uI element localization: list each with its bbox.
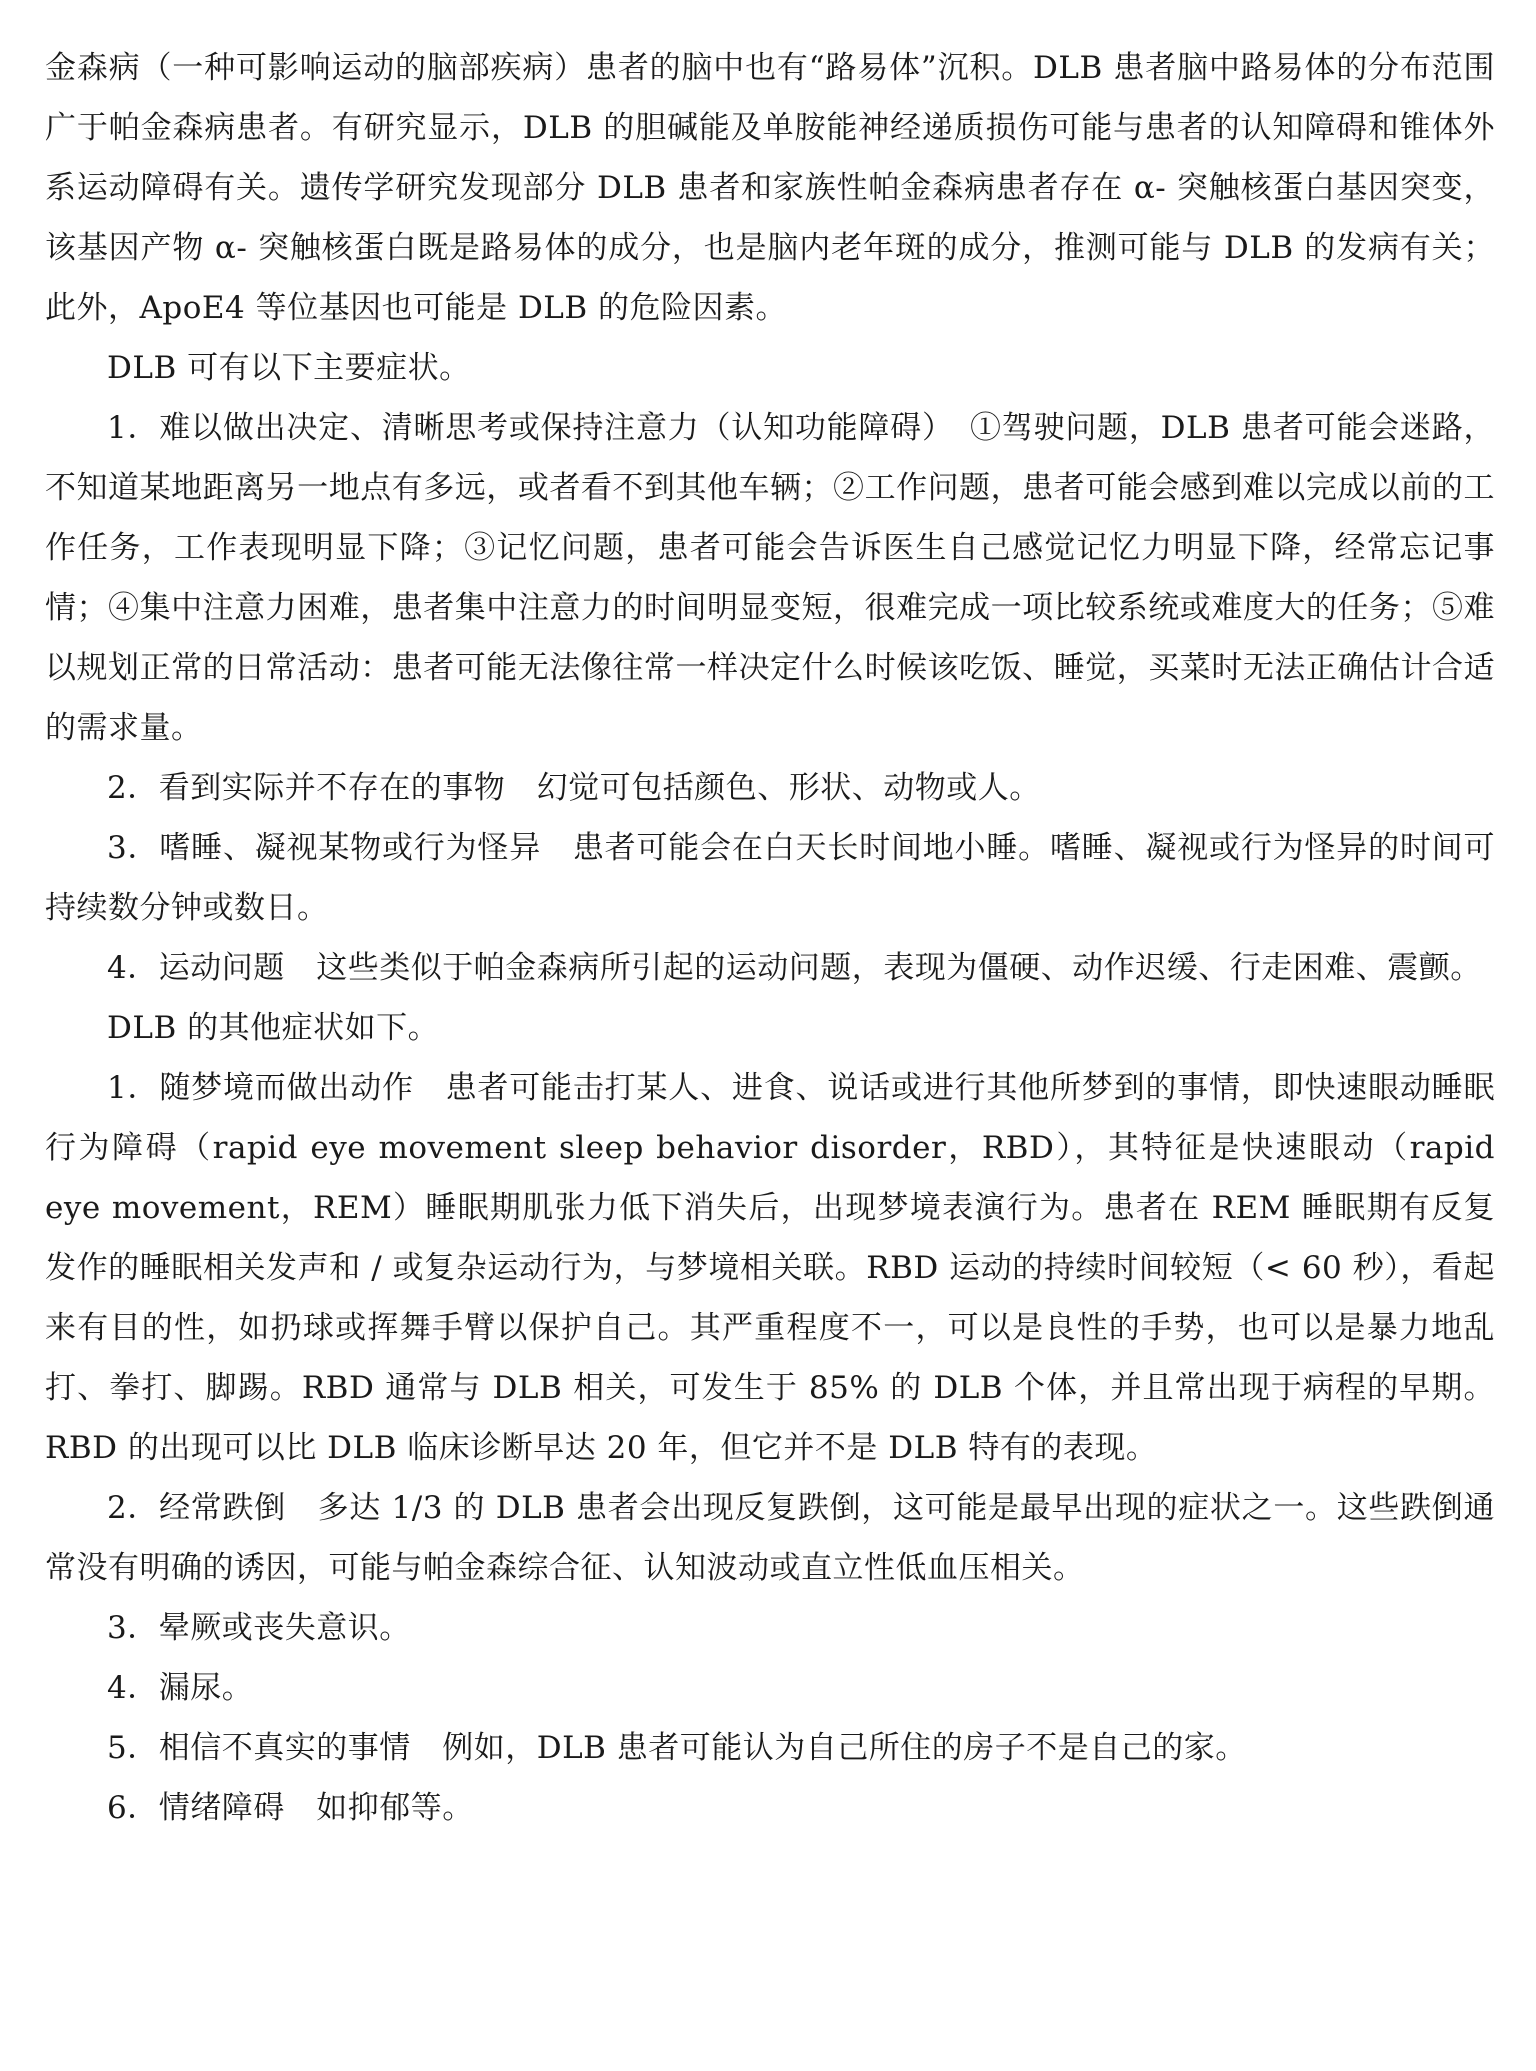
- paragraph: [45, 1598, 1495, 1658]
- paragraph-text: DLB 的其他症状如下。: [107, 1010, 440, 1046]
- paragraph: [45, 38, 1495, 338]
- paragraph-text: ①驾驶问题，DLB 患者可能会迷路，不知道某地距离另一地点有多远，或者看不到其他车辆；②工作问题，患者可能会感到难以完成以前的工作任务，工作表现明显下降；③记忆问题，患者可能会告诉医生自己感觉记忆力明显下降，经常忘记事情；④集中注意力困难，患者集中注意力的时间明显变短，很难完成一项比较系统或难度大的任务；⑤难以规划正常的日常活动：患者可能无法像往常一样决定什么时候该吃饭、睡觉，买菜时无法正确估计合适的需求量。: [45, 410, 1495, 746]
- paragraph-text: 例如，DLB 患者可能认为自己所住的房子不是自己的家。: [442, 1730, 1247, 1766]
- paragraph-text: 如抑郁等。: [316, 1790, 474, 1826]
- paragraph-text: 患者可能会在白天长时间地小睡。嗜睡、凝视或行为怪异的时间可持续数分钟或数日。: [45, 830, 1495, 926]
- paragraph: [45, 398, 1495, 758]
- paragraph: [45, 1478, 1495, 1598]
- item-heading: 3．嗜睡、凝视某物或行为怪异: [107, 830, 542, 866]
- paragraph-text: 幻觉可包括颜色、形状、动物或人。: [536, 770, 1041, 806]
- paragraph: [45, 1058, 1495, 1478]
- paragraph: [45, 818, 1495, 938]
- paragraph-text: 这些类似于帕金森病所引起的运动问题，表现为僵硬、动作迟缓、行走困难、震颤。: [316, 950, 1482, 986]
- paragraph: [45, 758, 1495, 818]
- paragraph: [45, 1658, 1495, 1718]
- paragraph: [45, 1778, 1495, 1838]
- paragraph-text: 患者可能击打某人、进食、说话或进行其他所梦到的事情，即快速眼动睡眠行为障碍（rapid eye movement sleep behavior disorder，RBD），其特征是快速眼动（rapid eye movement，REM）睡眠期肌张力低下消失后，出现梦境表演行为。患者在 REM 睡眠期有反复发作的睡眠相关发声和 / 或复杂运动行为，与梦境相关联。RBD 运动的持续时间较短（< 60 秒），看起来有目的性，如扔球或挥舞手臂以保护自己。其严重程度不一，可以是良性的手势，也可以是暴力地乱打、拳打、脚踢。RBD 通常与 DLB 相关，可发生于 85% 的 DLB 个体，并且常出现于病程的早期。RBD 的出现可以比 DLB 临床诊断早达 20 年，但它并不是 DLB 特有的表现。: [45, 1070, 1495, 1466]
- paragraph-text: 金森病（一种可影响运动的脑部疾病）患者的脑中也有“路易体”沉积。DLB 患者脑中路易体的分布范围广于帕金森病患者。有研究显示，DLB 的胆碱能及单胺能神经递质损伤可能与患者的认知障碍和锥体外系运动障碍有关。遗传学研究发现部分 DLB 患者和家族性帕金森病患者存在 α- 突触核蛋白基因突变，该基因产物 α- 突触核蛋白既是路易体的成分，也是脑内老年斑的成分，推测可能与 DLB 的发病有关；此外，ApoE4 等位基因也可能是 DLB 的危险因素。: [45, 50, 1495, 326]
- paragraph-text: DLB 可有以下主要症状。: [107, 350, 471, 386]
- paragraph-text: 4．漏尿。: [107, 1670, 254, 1706]
- paragraph: [45, 338, 1495, 398]
- item-heading: 4．运动问题: [107, 950, 285, 986]
- item-heading: 2．看到实际并不存在的事物: [107, 770, 506, 806]
- item-heading: 2．经常跌倒: [107, 1490, 286, 1526]
- paragraph-text: 3．晕厥或丧失意识。: [107, 1610, 411, 1646]
- paragraph-text: 多达 1/3 的 DLB 患者会出现反复跌倒，这可能是最早出现的症状之一。这些跌倒通常没有明确的诱因，可能与帕金森综合征、认知波动或直立性低血压相关。: [45, 1490, 1495, 1586]
- document-body: [45, 38, 1495, 1838]
- item-heading: 1．随梦境而做出动作: [107, 1070, 414, 1106]
- item-heading: 6．情绪障碍: [107, 1790, 285, 1826]
- item-heading: 5．相信不真实的事情: [107, 1730, 411, 1766]
- paragraph: [45, 1718, 1495, 1778]
- item-heading: 1．难以做出决定、清晰思考或保持注意力（认知功能障碍）: [107, 410, 939, 446]
- paragraph: [45, 998, 1495, 1058]
- paragraph: [45, 938, 1495, 998]
